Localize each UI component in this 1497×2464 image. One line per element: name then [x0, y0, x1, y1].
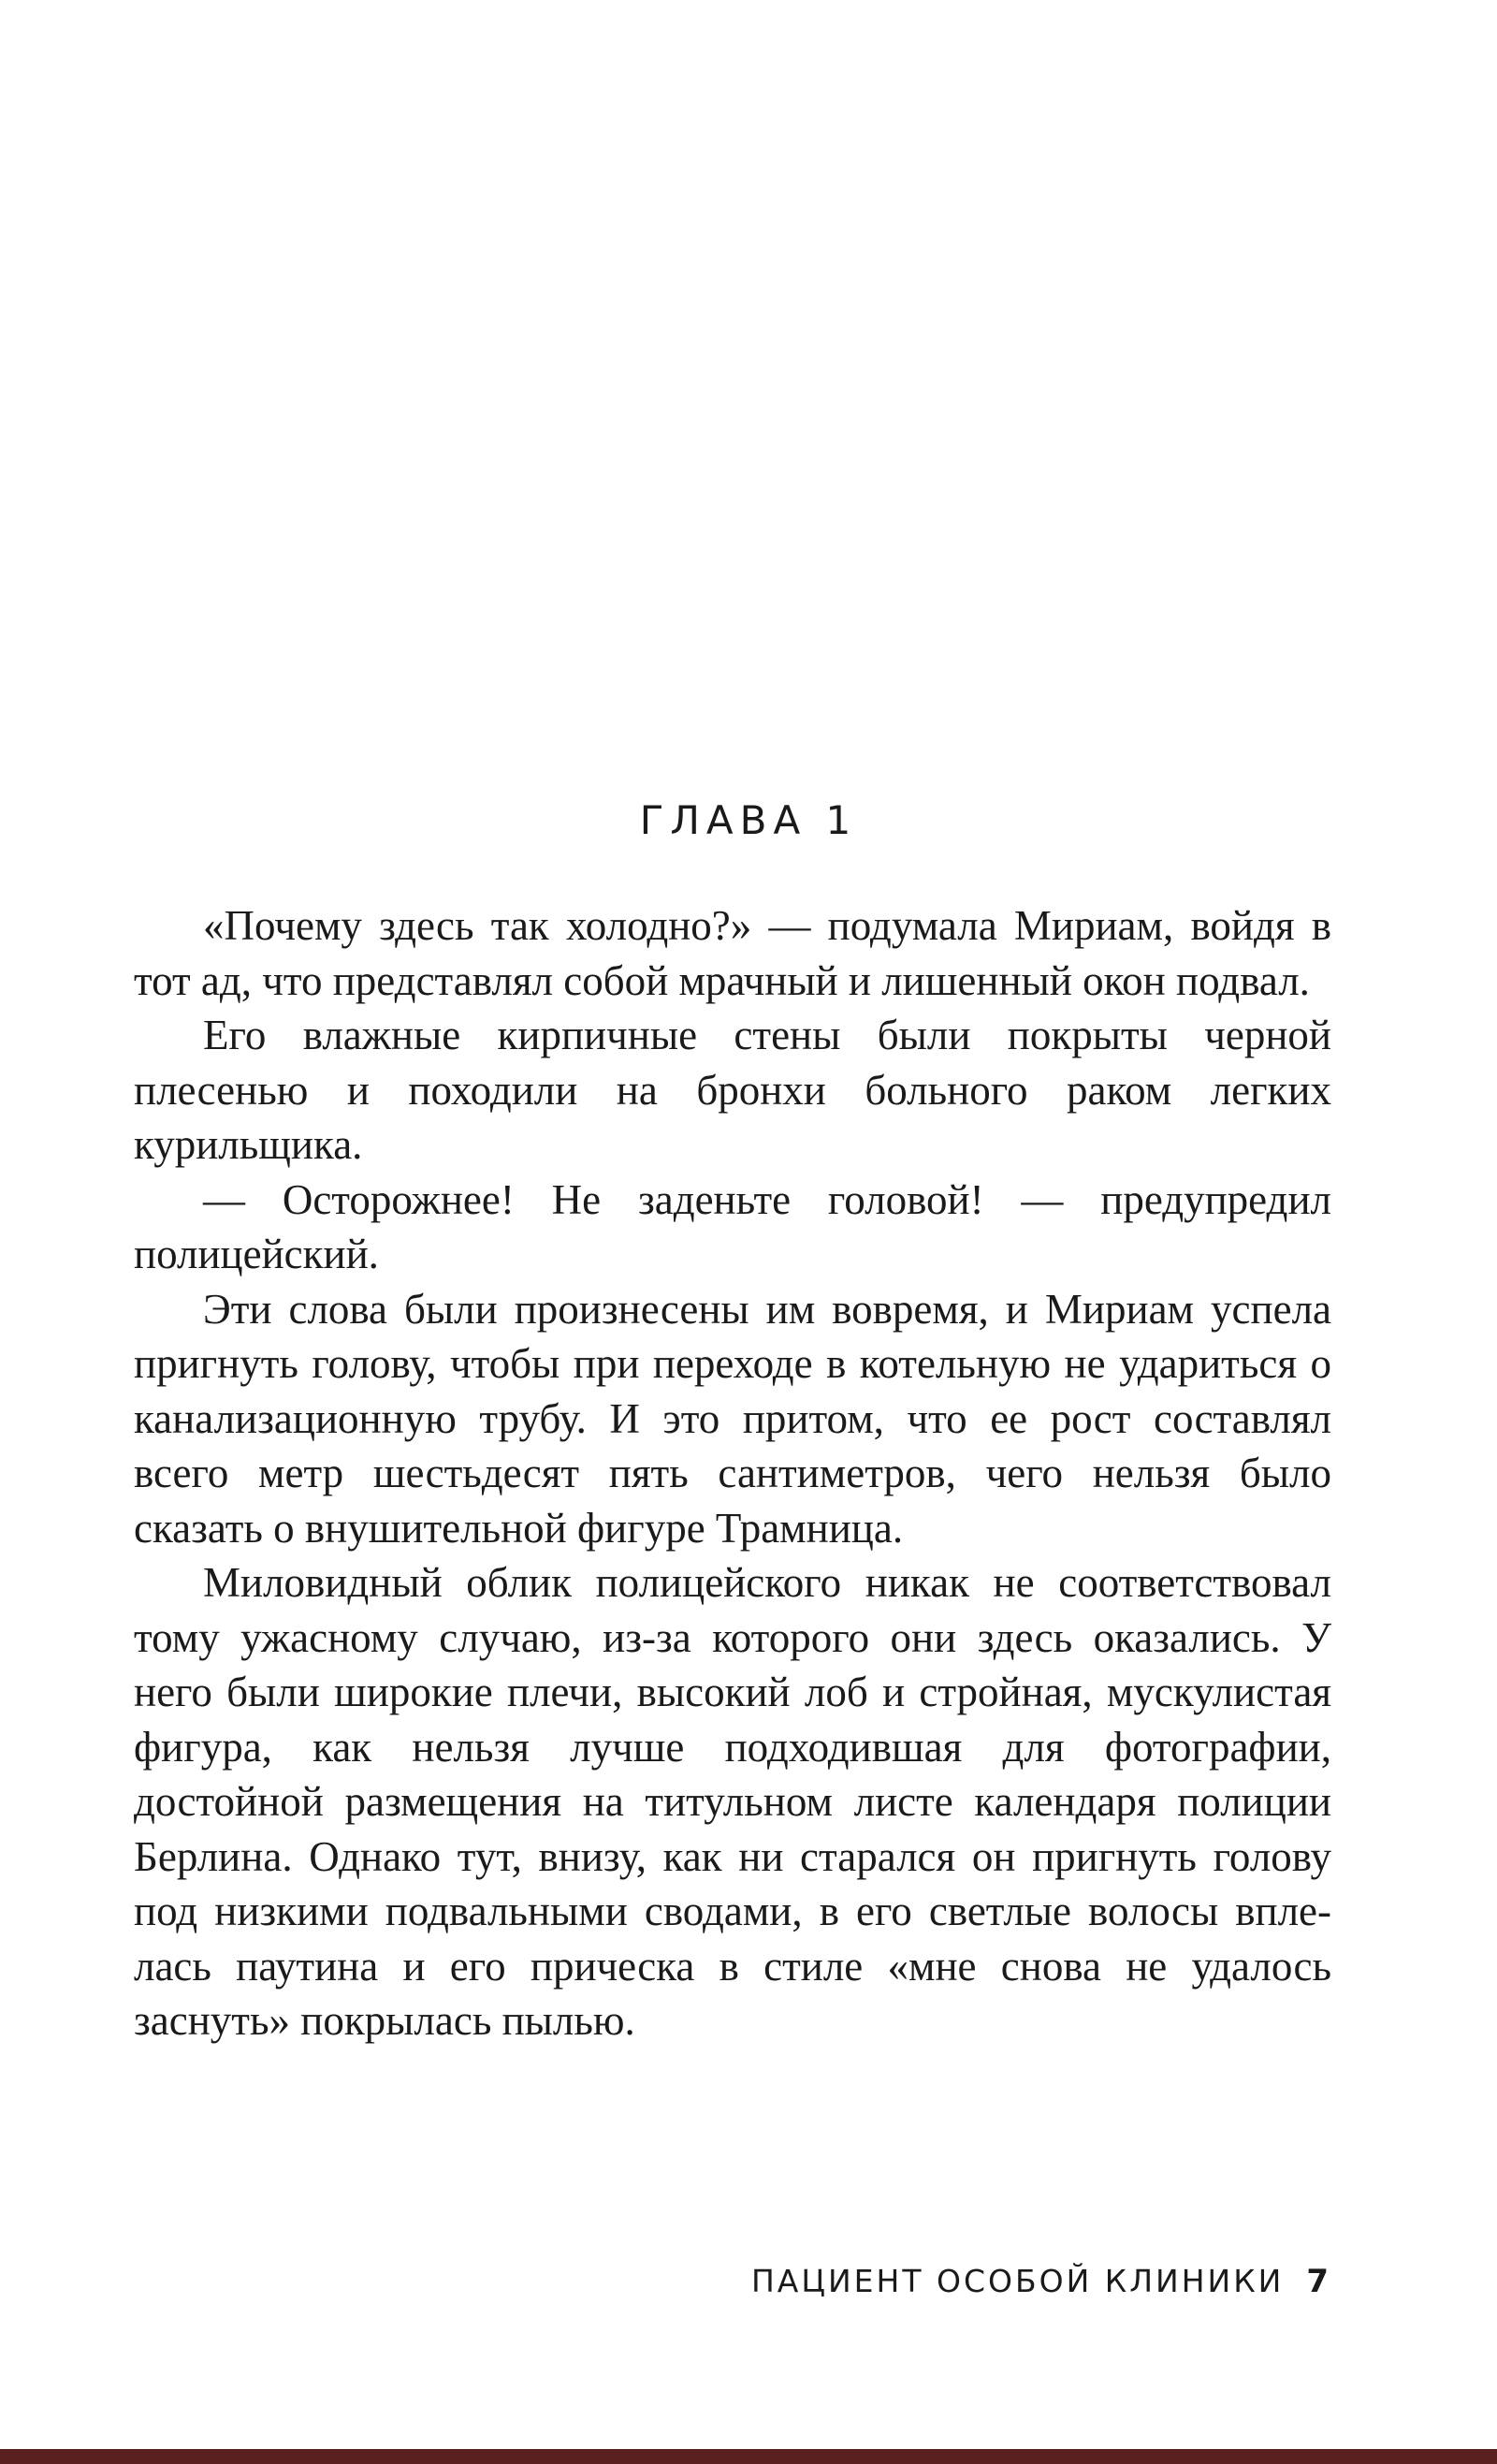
- chapter-title: ГЛАВА 1: [639, 797, 858, 843]
- running-footer: [636, 2263, 1329, 2300]
- paragraph-5: Миловидный облик полицейского никак не соответствовал тому ужасному случаю, из-за которого они здесь оказались. У него были широкие плечи, высокий лоб и стройная, мускулистая фигура, как нельзя лучше подходившая для фотографии, достойной размещения на титульном листе календаря полиции Берлина. Однако тут, внизу, как ни старался он пригнуть голову под низкими подвальными сводами, в его светлые волосы вплелась паутина и его прическа в стиле «мне снова не удалось заснуть» покрылась пылью.: [134, 1559, 1331, 2044]
- page-number: 7: [1306, 2263, 1329, 2300]
- chapter-body: [134, 898, 1331, 2048]
- footer-book-title: ПАЦИЕНТ ОСОБОЙ КЛИНИКИ: [750, 2263, 1285, 2299]
- bottom-border: [0, 2449, 1497, 2464]
- paragraph-3: — Осторожнее! Не заденьте головой! — предупредил полицейский.: [134, 1175, 1331, 1277]
- paragraph-1: «Почему здесь так холодно?» — подумала Мириам, войдя в тот ад, что представлял собой мрачный и лишенный окон подвал.: [134, 902, 1331, 1004]
- paragraph-2: Его влажные кирпичные стены были покрыты черной плесенью и походили на бронхи больного раком легких курильщика.: [134, 1012, 1331, 1168]
- paragraph-4: Эти слова были произнесены им вовремя, и Мириам успела пригнуть голову, чтобы при переходе в котельную не удариться о канализационную трубу. И это притом, что ее рост составлял всего метр шестьдесят пять сантиметров, чего нельзя было сказать о внушительной фигуре Трамница.: [134, 1285, 1331, 1552]
